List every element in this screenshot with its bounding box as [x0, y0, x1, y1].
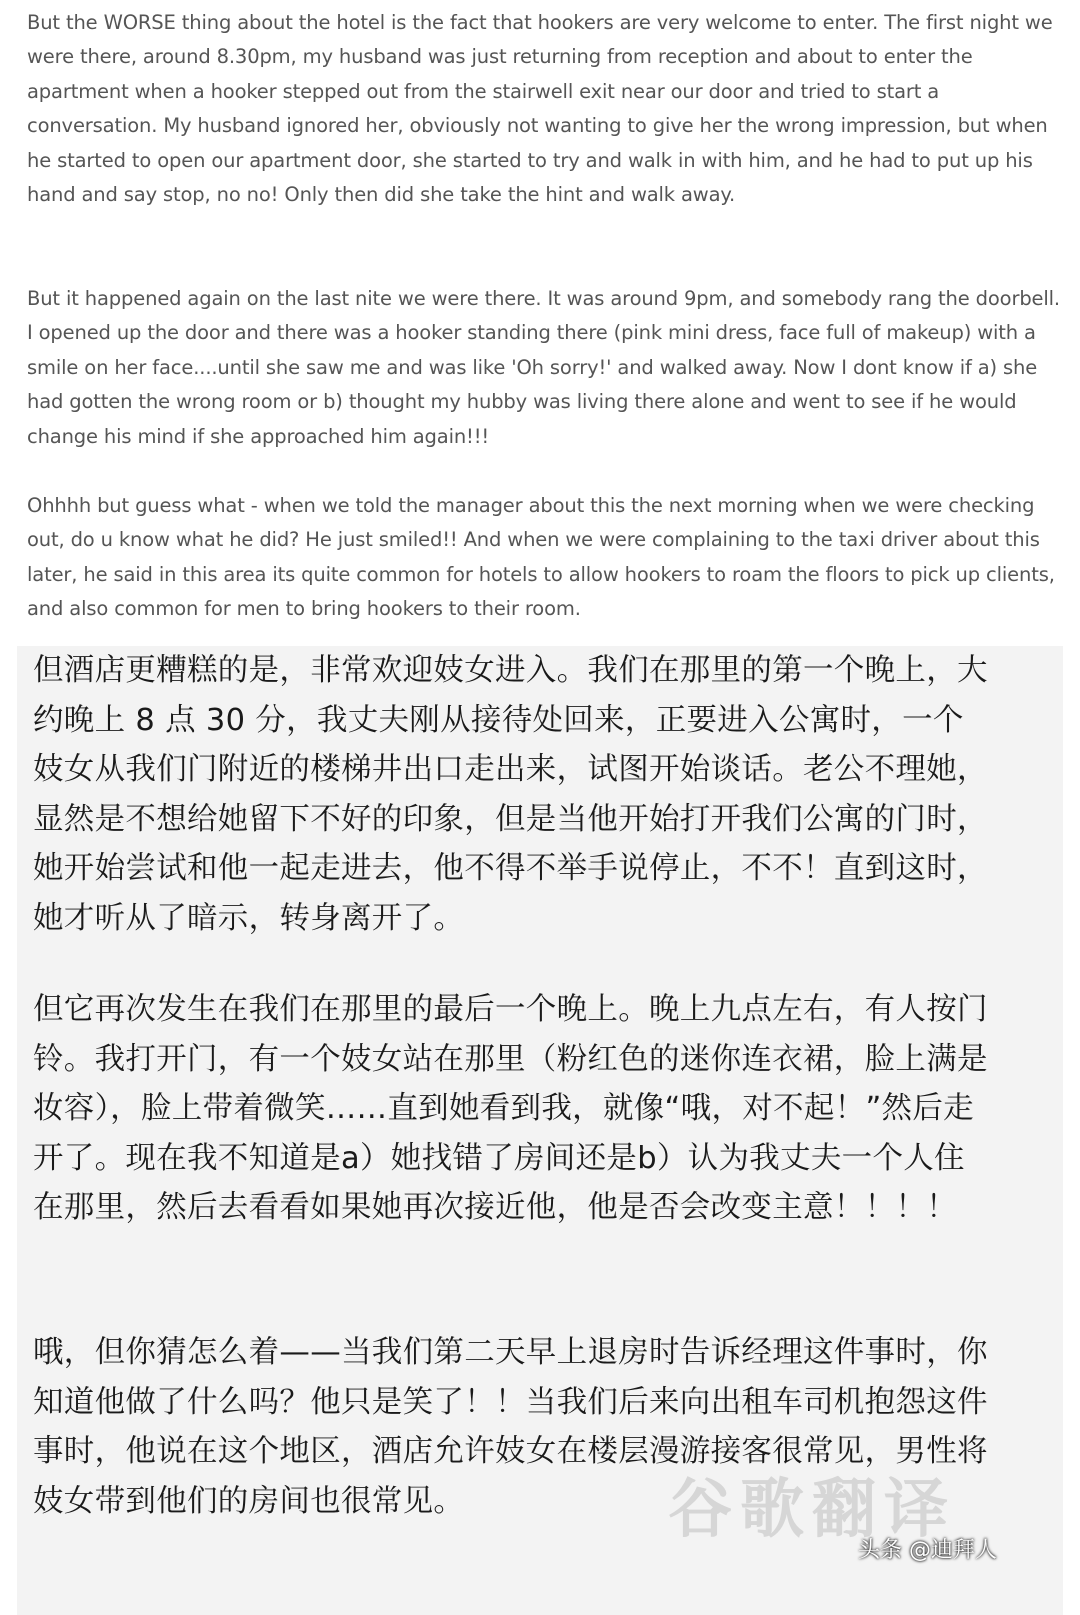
chinese-paragraph-2: 但它再次发生在我们在那里的最后一个晚上。晚上九点左右，有人按门铃。我打开门，有一个妓女站在那里（粉红色的迷你连衣裙，脸上满是妆容），脸上带着微笑……直到她看到我，就像“哦，对不起！”然后走开了。现在我不知道是a）她找错了房间还是b）认为我丈夫一个人住在那里，然后去看看如果她再次接近他，他是否会改变主意！！！！	[33, 992, 988, 1226]
chinese-translation-section	[17, 646, 1063, 1615]
english-paragraph-2: But it happened again on the last nite we were there. It was around 9pm, and somebody rang the doorbell. I opened up the door and there was a hooker standing there (pink mini dress, face full of makeup) with a smile on her face....until she saw me and was like 'Oh sorry!' and walked away. Now I dont know if a) she had gotten the wrong room or b) thought my hubby was living there alone and went to see if he would change his mind if she approached him again!!!	[27, 287, 1060, 448]
google-translate-watermark: 谷歌翻译	[668, 1473, 956, 1547]
chinese-paragraph-3: 哦，但你猜怎么着——当我们第二天早上退房时告诉经理这件事时，你知道他做了什么吗？他只是笑了！！当我们后来向出租车司机抱怨这件事时，他说在这个地区，酒店允许妓女在楼层漫游接客很常见，男性将妓女带到他们的房间也很常见。	[33, 1335, 988, 1519]
source-attribution-tag: 头条 @迪拜人	[858, 1538, 997, 1563]
english-paragraph-1: But the WORSE thing about the hotel is the fact that hookers are very welcome to enter. The first night we were there, around 8.30pm, my husband was just returning from reception and about to enter the apartment when a hooker stepped out from the stairwell exit near our door and tried to start a conversation. My husband ignored her, obviously not wanting to give her the wrong impression, but when he started to open our apartment door, she started to try and walk in with him, and he had to put up his hand and say stop, no no! Only then did she take the hint and walk away.	[27, 11, 1053, 207]
english-review-section	[0, 0, 1080, 640]
english-paragraph-3: Ohhhh but guess what - when we told the manager about this the next morning when we were checking out, do u know what he did? He just smiled!! And when we were complaining to the taxi driver about this later, he said in this area its quite common for hotels to allow hookers to roam the floors to pick up clients, and also common for men to bring hookers to their room.	[27, 494, 1055, 621]
chinese-paragraph-1: 但酒店更糟糕的是，非常欢迎妓女进入。我们在那里的第一个晚上，大约晚上 8 点 30 分，我丈夫刚从接待处回来，正要进入公寓时，一个妓女从我们门附近的楼梯井出口走出来，试图开始谈话。老公不理她，显然是不想给她留下不好的印象，但是当他开始打开我们公寓的门时，她开始尝试和他一起走进去，他不得不举手说停止，不不！直到这时，她才听从了暗示，转身离开了。	[33, 653, 988, 936]
